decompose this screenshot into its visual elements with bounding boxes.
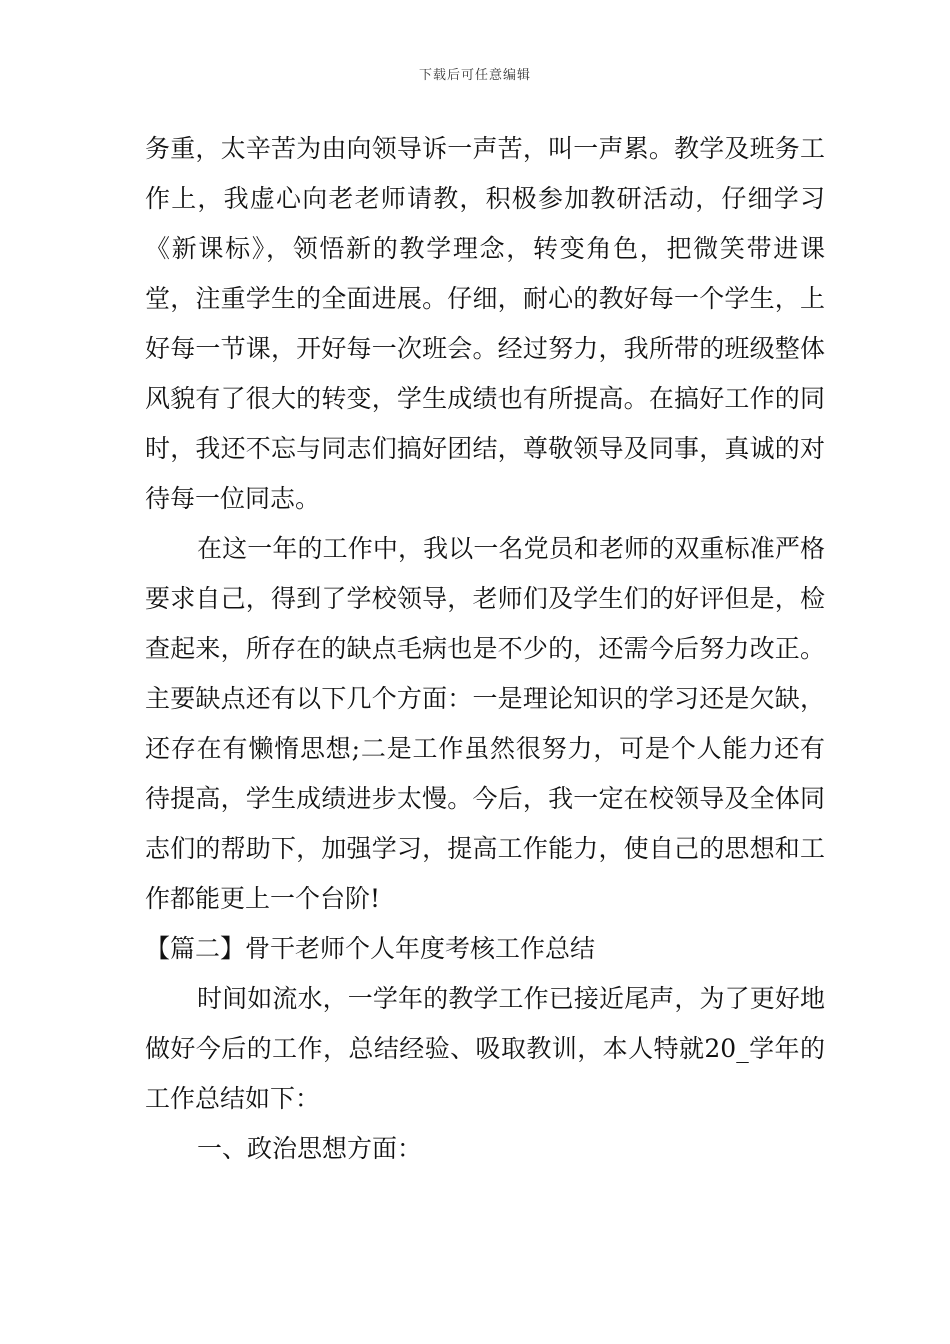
page-header: 下载后可任意编辑 (418, 68, 531, 83)
section-heading: 【篇二】骨干老师个人年度考核工作总结 (145, 934, 596, 963)
subsection-heading: 一、政治思想方面： (197, 1134, 423, 1163)
paragraph-continuation: 务重，太辛苦为由向领导诉一声苦，叫一声累。教学及班务工作上，我虚心向老老师请教，积极参加教研活动，仔细学习《新课标》，领悟新的教学理念，转变角色，把微笑带进课堂，注重学生的全面进展。仔细，耐心的教好每一个学生，上好每一节课，开好每一次班会。经过努力，我所带的班级整体风貌有了很大的转变，学生成绩也有所提高。在搞好工作的同时，我还不忘与同志们搞好团结，尊敬领导及同事，真诚的对待每一位同志。 (145, 134, 825, 513)
paragraph-self-evaluation: 在这一年的工作中，我以一名党员和老师的双重标准严格要求自己，得到了学校领导，老师们及学生们的好评但是，检查起来，所存在的缺点毛病也是不少的，还需今后努力改正。主要缺点还有以下几个方面：一是理论知识的学习还是欠缺，还存在有懒惰思想;二是工作虽然很努力，可是个人能力还有待提高，学生成绩进步太慢。今后，我一定在校领导及全体同志们的帮助下，加强学习，提高工作能力，使自己的思想和工作都能更上一个台阶! (145, 534, 825, 913)
paragraph-intro: 时间如流水，一学年的教学工作已接近尾声，为了更好地做好今后的工作，总结经验、吸取教训，本人特就20_学年的工作总结如下： (145, 984, 825, 1113)
document-body (145, 124, 825, 1174)
